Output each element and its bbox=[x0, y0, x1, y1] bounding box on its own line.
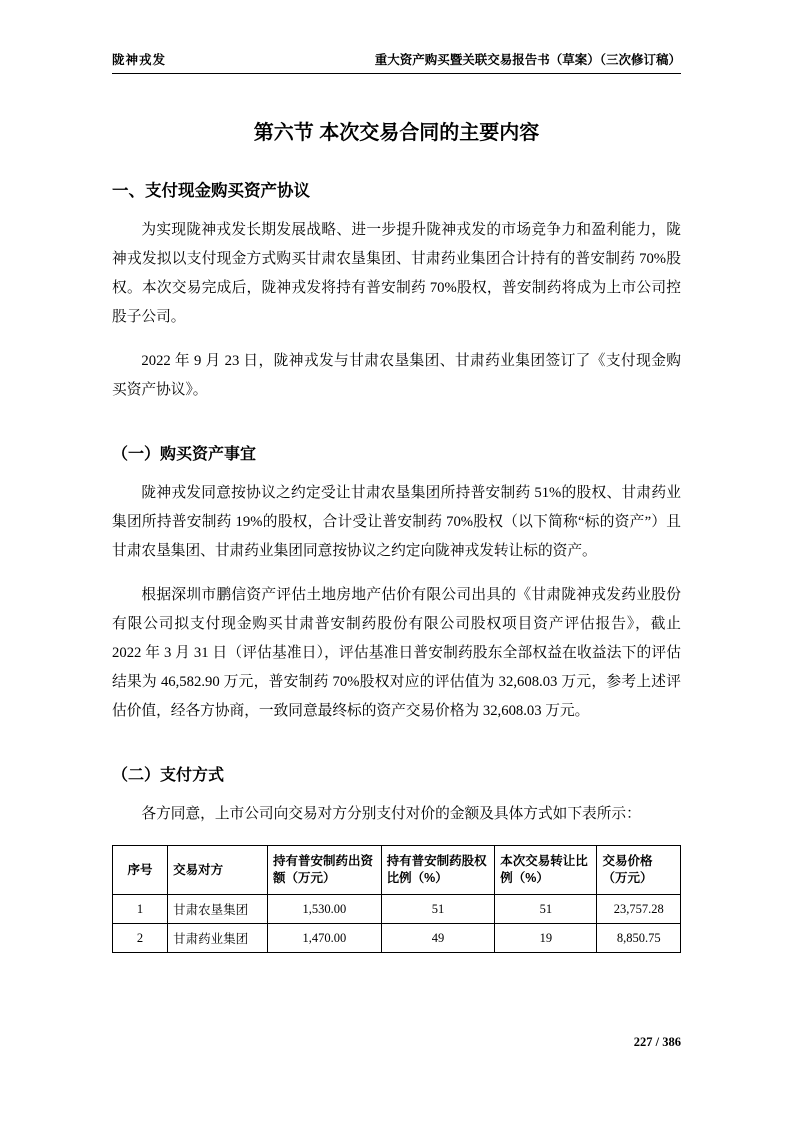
table-cell: 19 bbox=[495, 924, 597, 953]
table-header-cell: 交易价格（万元） bbox=[597, 846, 681, 895]
header-company-name: 陇神戎发 bbox=[112, 53, 167, 67]
paragraph: 2022 年 9 月 23 日，陇神戎发与甘肃农垦集团、甘肃药业集团签订了《支付现金购买资产协议》。 bbox=[112, 353, 681, 398]
subsection-heading-2: （二）支付方式 bbox=[112, 767, 225, 784]
subsection-heading-1: （一）购买资产事宜 bbox=[112, 446, 257, 463]
table-header-cell: 序号 bbox=[113, 846, 168, 895]
page-number: 227 / 386 bbox=[633, 1035, 681, 1049]
page-header bbox=[112, 0, 681, 74]
table-cell: 甘肃农垦集团 bbox=[168, 895, 268, 924]
paragraph: 根据深圳市鹏信资产评估土地房地产估价有限公司出具的《甘肃陇神戎发药业股份有限公司拟支付现金购买甘肃普安制药股份有限公司股权项目资产评估报告》，截止 2022 年 3 月 31 日（评估基准日），评估基准日普安制药股东全部权益在收益法下的评估结果为 46,582.90 万元，普安制药 70%股权对应的评估值为 32,608.03 万元，参考上述评估价值，经各方协商，一致同意最终标的资产交易价格为 32,608.03 万元。 bbox=[112, 587, 681, 719]
table-header-cell: 持有普安制药出资额（万元） bbox=[268, 846, 382, 895]
table-cell: 2 bbox=[113, 924, 168, 953]
paragraph: 为实现陇神戎发长期发展战略、进一步提升陇神戎发的市场竞争力和盈利能力，陇神戎发拟以支付现金方式购买甘肃农垦集团、甘肃药业集团合计持有的普安制药 70%股权。本次交易完成后，陇神戎发将持有普安制药 70%股权，普安制药将成为上市公司控股子公司。 bbox=[112, 222, 681, 325]
payment-table bbox=[112, 845, 681, 953]
table-header-cell: 交易对方 bbox=[168, 846, 268, 895]
page-title: 第六节 本次交易合同的主要内容 bbox=[253, 122, 540, 144]
table-row bbox=[113, 895, 681, 924]
table-header-cell: 持有普安制药股权比例（%） bbox=[381, 846, 495, 895]
table-cell: 51 bbox=[495, 895, 597, 924]
table-cell: 1,470.00 bbox=[268, 924, 382, 953]
paragraph: 陇神戎发同意按协议之约定受让甘肃农垦集团所持普安制药 51%的股权、甘肃药业集团所持普安制药 19%的股权，合计受让普安制药 70%股权（以下简称“标的资产”）且甘肃农垦集团、甘肃药业集团同意按协议之约定向陇神戎发转让标的资产。 bbox=[112, 485, 681, 559]
table-row bbox=[113, 924, 681, 953]
table-header-cell: 本次交易转让比例（%） bbox=[495, 846, 597, 895]
table-cell: 1,530.00 bbox=[268, 895, 382, 924]
section-heading-1: 一、支付现金购买资产协议 bbox=[112, 182, 310, 200]
table-cell: 1 bbox=[113, 895, 168, 924]
table-cell: 甘肃药业集团 bbox=[168, 924, 268, 953]
header-report-title: 重大资产购买暨关联交易报告书（草案）（三次修订稿） bbox=[374, 53, 681, 67]
table-header-row bbox=[113, 846, 681, 895]
paragraph: 各方同意，上市公司向交易对方分别支付对价的金额及具体方式如下表所示： bbox=[141, 806, 641, 822]
table-cell: 8,850.75 bbox=[597, 924, 681, 953]
table-cell: 23,757.28 bbox=[597, 895, 681, 924]
table-cell: 49 bbox=[381, 924, 495, 953]
table-cell: 51 bbox=[381, 895, 495, 924]
